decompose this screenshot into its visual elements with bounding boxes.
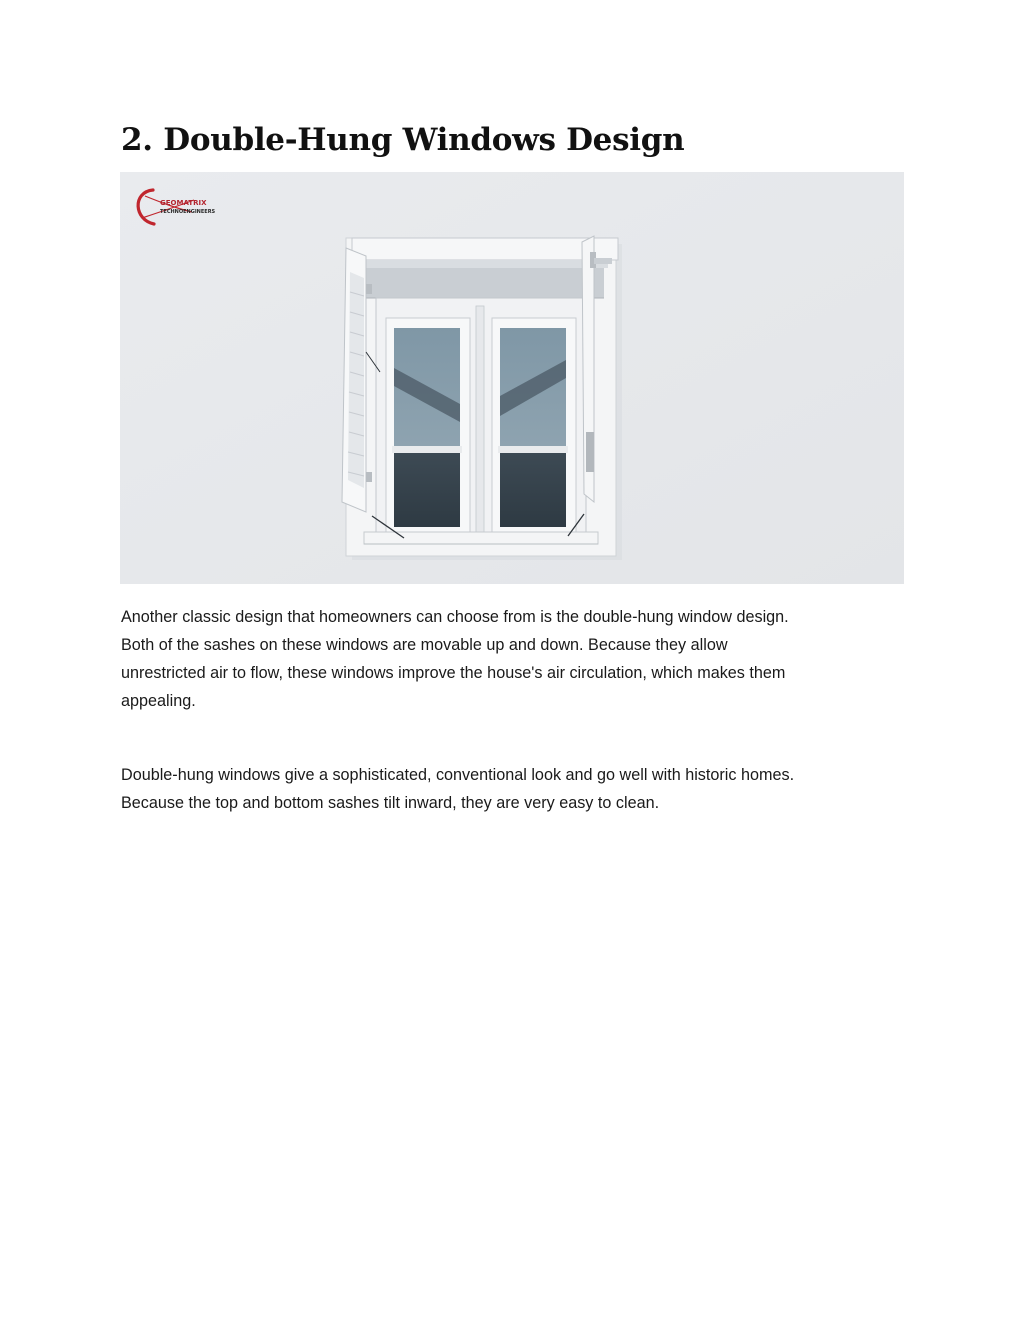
paragraph-line: appealing. bbox=[121, 692, 196, 710]
paragraph-line: Double-hung windows give a sophisticated, conventional look and go well with historic homes. bbox=[121, 766, 795, 784]
paragraph-2 bbox=[121, 761, 911, 817]
paragraph-line: Both of the sashes on these windows are movable up and down. Because they allow bbox=[121, 636, 728, 654]
paragraph-line: Another classic design that homeowners can choose from is the double-hung window design. bbox=[121, 608, 789, 626]
window-illustration bbox=[120, 172, 904, 584]
logo-line-1: GEOMATRIX bbox=[160, 199, 207, 207]
logo-line-2: TECHNOENGINEERS bbox=[160, 209, 216, 215]
paragraph-line: unrestricted air to flow, these windows improve the house's air circulation, which makes them bbox=[121, 664, 786, 682]
paragraph-line: Because the top and bottom sashes tilt inward, they are very easy to clean. bbox=[121, 794, 660, 812]
paragraph-1 bbox=[121, 603, 911, 715]
window-photo bbox=[120, 172, 904, 584]
section-heading: 2. Double-Hung Windows Design bbox=[121, 122, 685, 158]
